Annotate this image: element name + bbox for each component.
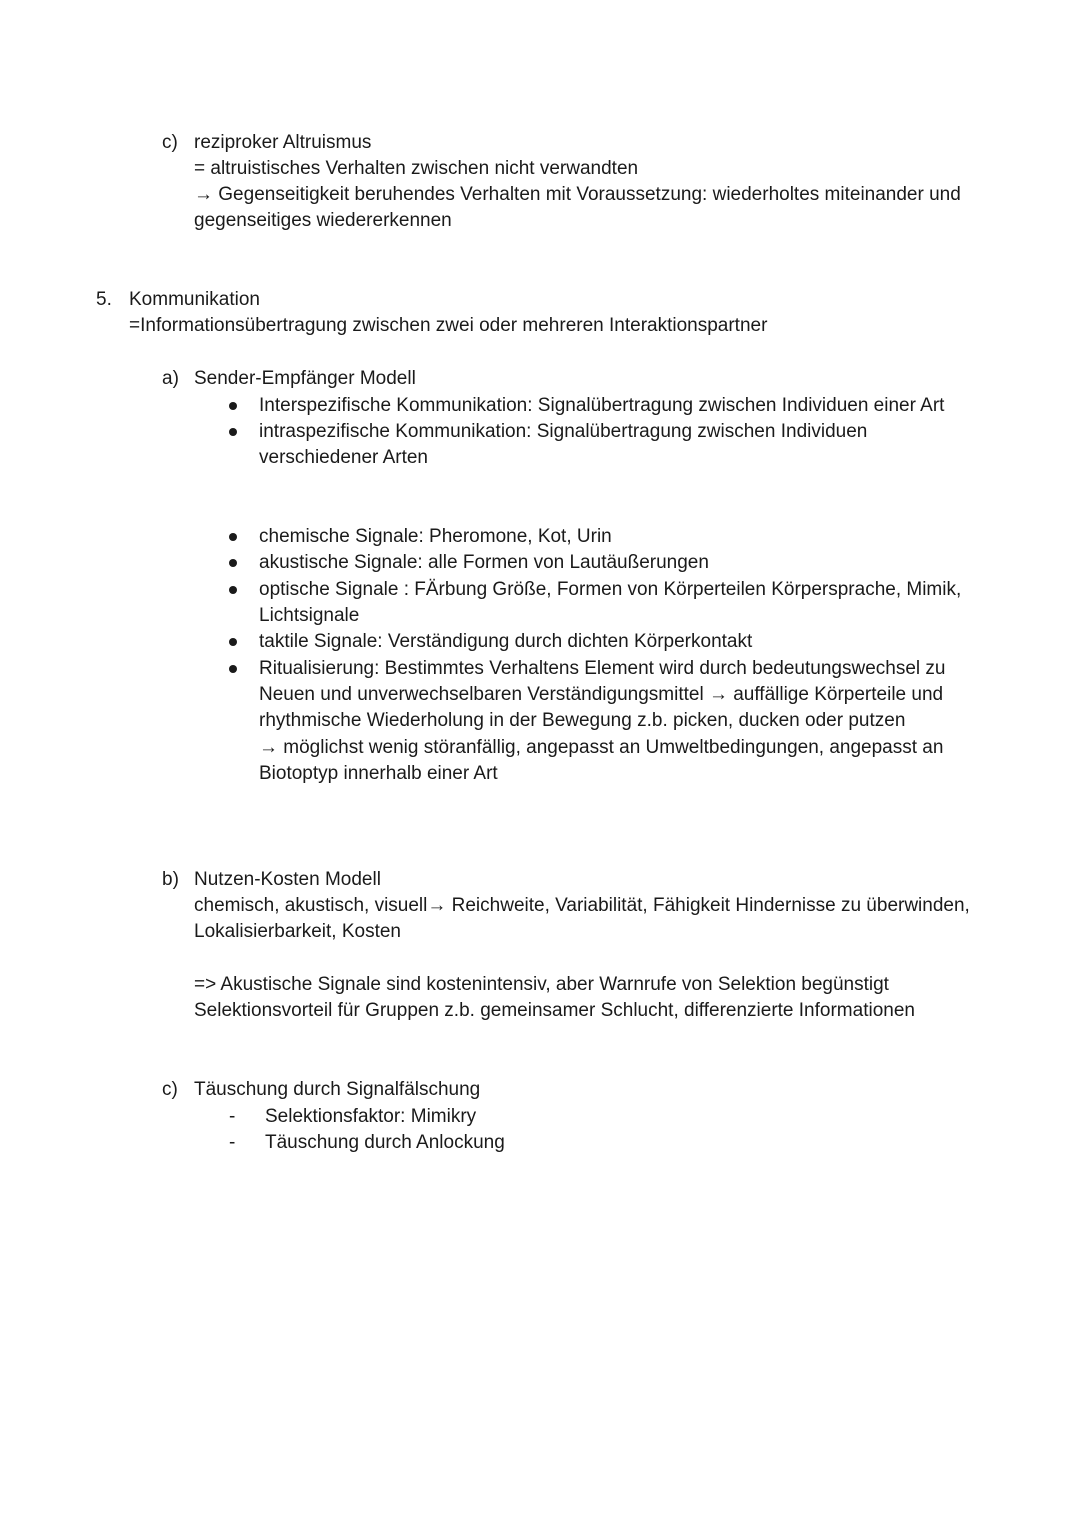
paragraph-line: chemisch, akustisch, visuell→ Reichweite, Variabilität, Fähigkeit Hindernisse zu überwinden, — [194, 895, 970, 916]
bullet-text: Ritualisierung: Bestimmtes Verhaltens Element wird durch bedeutungswechsel zu — [259, 658, 946, 679]
bullet-text: akustische Signale: alle Formen von Lautäußerungen — [259, 552, 709, 573]
dash-item-text: Selektionsfaktor: Mimikry — [265, 1106, 477, 1127]
bullet-text: intraspezifische Kommunikation: Signalübertragung zwischen Individuen — [259, 421, 868, 442]
bullet-text: Lichtsignale — [259, 605, 360, 626]
definition-text: = altruistisches Verhalten zwischen nicht verwandten — [194, 158, 639, 179]
bullet-text: Biotoptyp innerhalb einer Art — [259, 763, 498, 784]
dash-item-text: Täuschung durch Anlockung — [265, 1132, 505, 1153]
subsection-title: Sender-Empfänger Modell — [194, 368, 416, 389]
bullet-text: verschiedener Arten — [259, 447, 428, 468]
bullet-text: Interspezifische Kommunikation: Signalübertragung zwischen Individuen einer Art — [259, 395, 945, 416]
bullet-icon — [229, 586, 237, 594]
dash-marker: - — [229, 1132, 236, 1153]
paragraph-line: Selektionsvorteil für Gruppen z.b. gemeinsamer Schlucht, differenzierte Informationen — [194, 1000, 915, 1021]
paragraph-line: Lokalisierbarkeit, Kosten — [194, 921, 401, 942]
bullet-text: optische Signale : FÄrbung Größe, Formen von Körperteilen Körpersprache, Mimik, — [259, 579, 962, 600]
list-marker: b) — [162, 869, 179, 890]
subsection-title: Täuschung durch Signalfälschung — [194, 1079, 481, 1100]
paragraph-line: → Gegenseitigkeit beruhendes Verhalten mit Voraussetzung: wiederholtes miteinander und — [194, 184, 961, 205]
bullet-icon — [229, 638, 237, 646]
list-marker: c) — [162, 132, 178, 153]
bullet-icon — [229, 428, 237, 436]
definition-text: =Informationsübertragung zwischen zwei oder mehreren Interaktionspartner — [129, 315, 768, 336]
section-number: 5. — [96, 289, 112, 310]
bullet-text: Neuen und unverwechselbaren Verständigungsmittel → auffällige Körperteile und — [259, 684, 944, 705]
dash-marker: - — [229, 1106, 236, 1127]
bullet-text: taktile Signale: Verständigung durch dichten Körperkontakt — [259, 631, 753, 652]
bullet-icon — [229, 559, 237, 567]
list-marker: a) — [162, 368, 179, 389]
bullet-icon — [229, 533, 237, 541]
list-marker: c) — [162, 1079, 178, 1100]
paragraph-line: gegenseitiges wiedererkennen — [194, 210, 452, 231]
subsection-title: reziproker Altruismus — [194, 132, 372, 153]
section-title: Kommunikation — [129, 289, 260, 310]
bullet-text: chemische Signale: Pheromone, Kot, Urin — [259, 526, 612, 547]
paragraph-line: => Akustische Signale sind kostenintensiv, aber Warnrufe von Selektion begünstigt — [194, 974, 889, 995]
bullet-icon — [229, 402, 237, 410]
subsection-title: Nutzen-Kosten Modell — [194, 869, 381, 890]
bullet-text: rhythmische Wiederholung in der Bewegung z.b. picken, ducken oder putzen — [259, 710, 906, 731]
bullet-text: → möglichst wenig störanfällig, angepasst an Umweltbedingungen, angepasst an — [259, 737, 944, 758]
bullet-icon — [229, 665, 237, 673]
